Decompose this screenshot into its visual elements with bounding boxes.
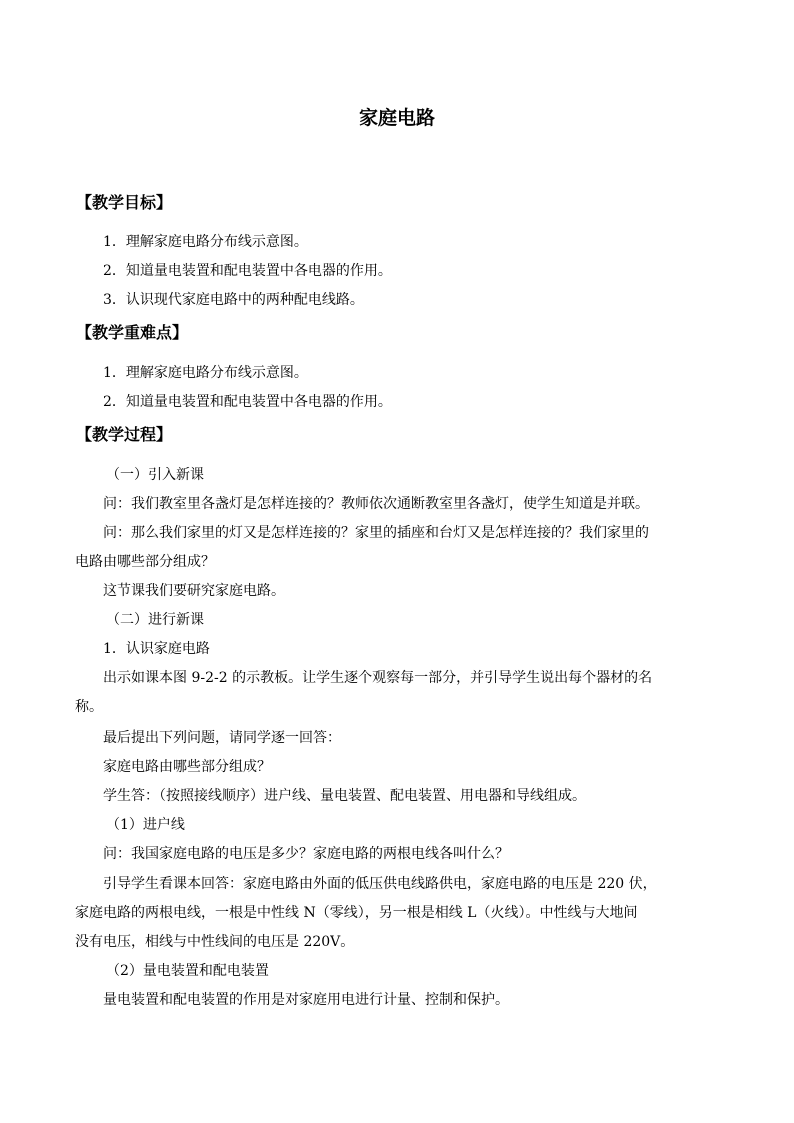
goal-item-1: 1．理解家庭电路分布线示意图。 (103, 234, 308, 250)
process-paragraph: 引导学生看课本回答：家庭电路由外面的低压供电线路供电，家庭电路的电压是 220 伏， (103, 876, 657, 892)
heading-key-points: 【教学重难点】 (76, 323, 189, 342)
process-paragraph: 问：我国家庭电路的电压是多少？家庭电路的两根电线各叫什么？ (103, 846, 509, 862)
heading-teaching-goals: 【教学目标】 (76, 193, 173, 212)
process-subheading: （2）量电装置和配电装置 (106, 963, 269, 979)
document-title: 家庭电路 (358, 107, 435, 129)
process-paragraph: 量电装置和配电装置的作用是对家庭用电进行计量、控制和保护。 (103, 992, 509, 1008)
process-paragraph-continuation: 称。 (75, 699, 103, 715)
process-paragraph: 最后提出下列问题，请同学逐一回答： (103, 730, 341, 746)
process-paragraph-continuation: 没有电压，相线与中性线间的电压是 220V。 (75, 934, 355, 950)
process-question: 家庭电路由哪些部分组成？ (103, 759, 271, 775)
process-paragraph: 问：那么我们家里的灯又是怎样连接的？家里的插座和台灯又是怎样连接的？我们家里的 (103, 525, 649, 541)
goal-item-3: 3．认识现代家庭电路中的两种配电线路。 (103, 292, 364, 308)
process-subheading: 1．认识家庭电路 (103, 641, 210, 657)
process-subheading: （1）进户线 (106, 817, 185, 833)
process-paragraph-continuation: 家庭电路的两根电线，一根是中性线 N（零线），另一根是相线 L（火线）。中性线与大地间 (75, 905, 638, 921)
process-subheading: （二）进行新课 (106, 612, 204, 628)
process-subheading: （一）引入新课 (106, 467, 204, 483)
key-point-item-1: 1．理解家庭电路分布线示意图。 (103, 365, 308, 381)
process-paragraph: 这节课我们要研究家庭电路。 (103, 583, 285, 599)
process-paragraph: 问：我们教室里各盏灯是怎样连接的？教师依次通断教室里各盏灯，使学生知道是并联。 (103, 496, 649, 512)
process-answer: 学生答：（按照接线顺序）进户线、量电装置、配电装置、用电器和导线组成。 (103, 788, 586, 804)
goal-item-2: 2．知道量电装置和配电装置中各电器的作用。 (103, 263, 392, 279)
process-paragraph-continuation: 电路由哪些部分组成？ (75, 554, 215, 570)
key-point-item-2: 2．知道量电装置和配电装置中各电器的作用。 (103, 394, 392, 410)
process-paragraph: 出示如课本图 9-2-2 的示教板。让学生逐个观察每一部分，并引导学生说出每个器材的名 (103, 670, 653, 686)
heading-teaching-process: 【教学过程】 (76, 425, 173, 444)
